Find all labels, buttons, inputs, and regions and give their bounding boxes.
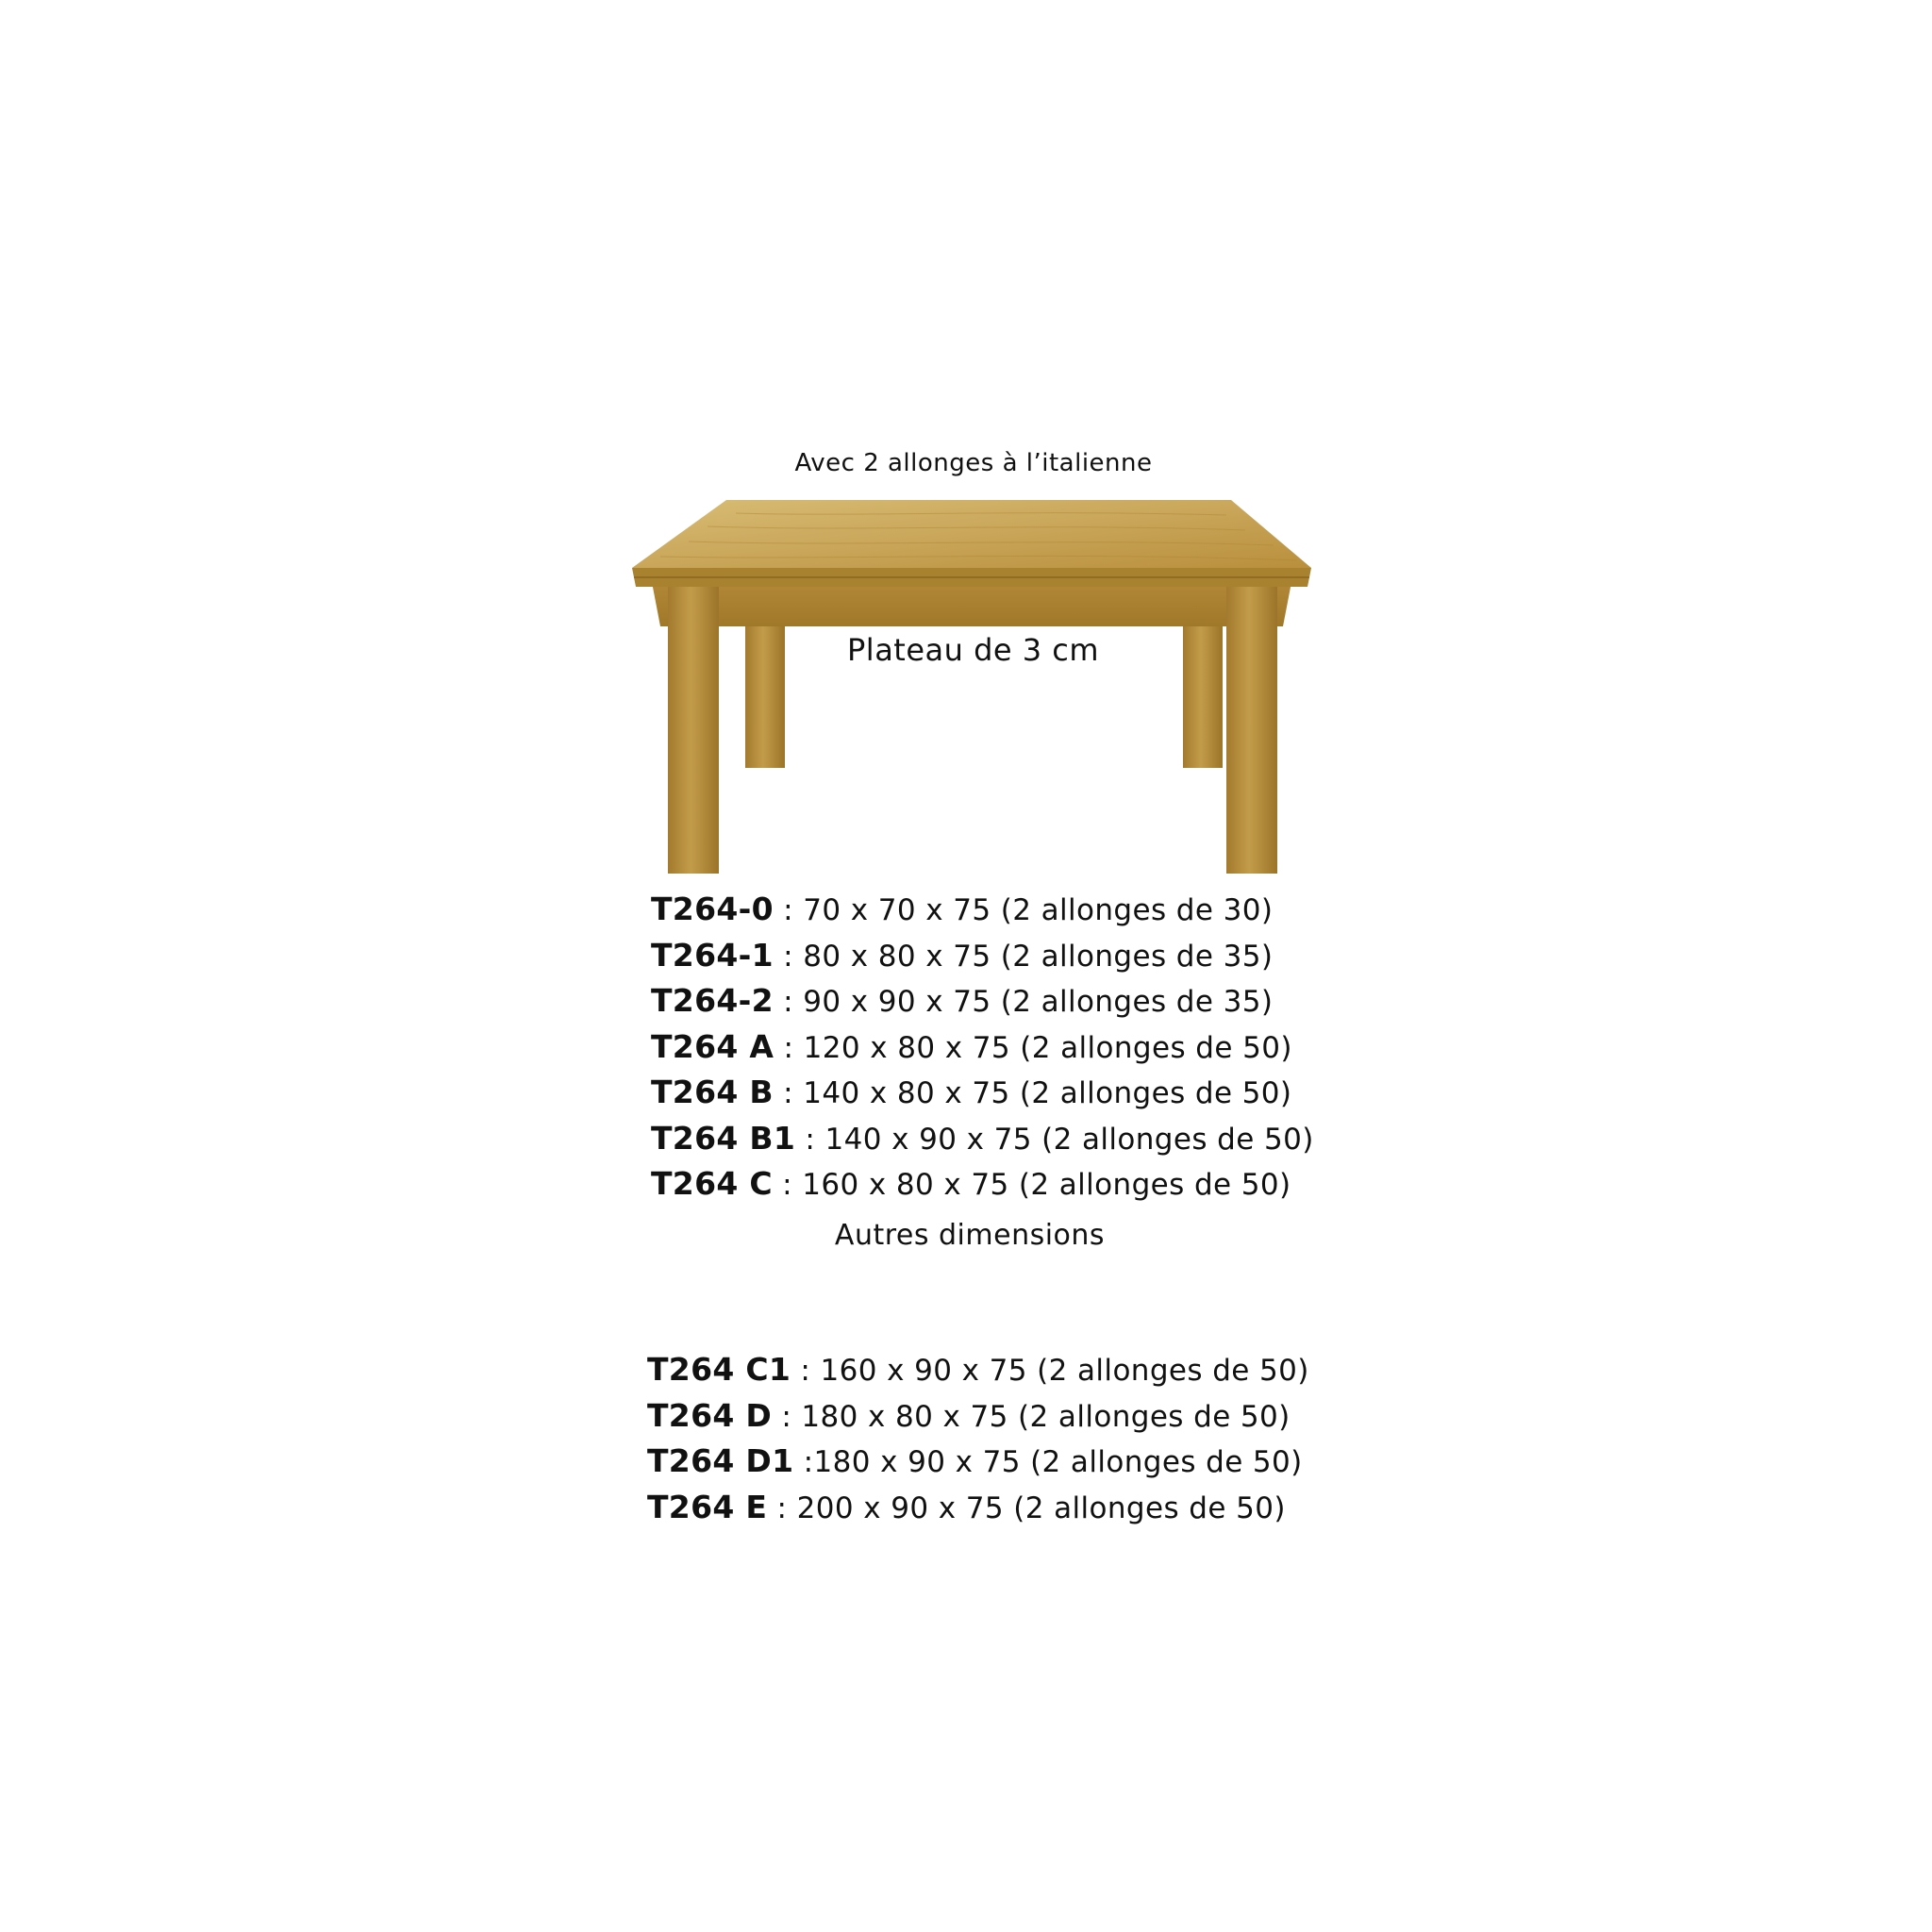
spec-code: T264-1 [651,936,774,974]
front-left-leg [668,585,719,874]
spec-row [651,1070,1314,1116]
spec-row [651,933,1314,979]
spec-dimensions: : 140 x 90 x 75 (2 allonges de 50) [795,1122,1314,1157]
spec-list-main [651,887,1314,1208]
spec-dimensions: :180 x 90 x 75 (2 allonges de 50) [793,1445,1303,1479]
spec-code: T264 A [651,1027,774,1065]
spec-dimensions: : 90 x 90 x 75 (2 allonges de 35) [773,985,1274,1019]
spec-code: T264-2 [651,982,774,1019]
spec-dimensions: : 180 x 80 x 75 (2 allonges de 50) [772,1399,1291,1434]
spec-row [647,1347,1309,1393]
back-right-leg [1183,617,1223,768]
spec-list-other [647,1347,1309,1530]
spec-dimensions: : 120 x 80 x 75 (2 allonges de 50) [774,1030,1292,1065]
spec-row [647,1439,1309,1485]
spec-row [647,1485,1309,1531]
caption-extensions: Avec 2 allonges à l’italienne [794,449,1153,477]
spec-dimensions: : 80 x 80 x 75 (2 allonges de 35) [773,939,1274,974]
spec-dimensions: : 200 x 90 x 75 (2 allonges de 50) [767,1491,1286,1525]
spec-code: T264 C1 [647,1351,791,1388]
spec-code: T264-0 [651,891,774,927]
spec-code: T264 E [647,1488,768,1525]
spec-dimensions: : 70 x 70 x 75 (2 allonges de 30) [773,893,1274,927]
front-right-leg [1226,585,1277,874]
spec-dimensions: : 160 x 90 x 75 (2 allonges de 50) [791,1354,1309,1388]
spec-row [651,887,1314,933]
spec-row [651,1161,1314,1208]
back-left-leg [745,617,785,768]
caption-other-dimensions: Autres dimensions [834,1219,1106,1252]
spec-row [647,1393,1309,1440]
spec-code: T264 D1 [647,1442,794,1479]
spec-code: T264 D [647,1396,773,1434]
spec-dimensions: : 160 x 80 x 75 (2 allonges de 50) [772,1168,1291,1202]
spec-row [651,978,1314,1024]
spec-code: T264 B1 [651,1119,796,1157]
spec-dimensions: : 140 x 80 x 75 (2 allonges de 50) [773,1076,1292,1110]
spec-code: T264 C [651,1165,773,1202]
spec-row [651,1116,1314,1162]
caption-tabletop-thickness: Plateau de 3 cm [847,632,1100,668]
table-photo [623,494,1321,881]
spec-code: T264 B [651,1074,774,1110]
spec-row [651,1024,1314,1071]
